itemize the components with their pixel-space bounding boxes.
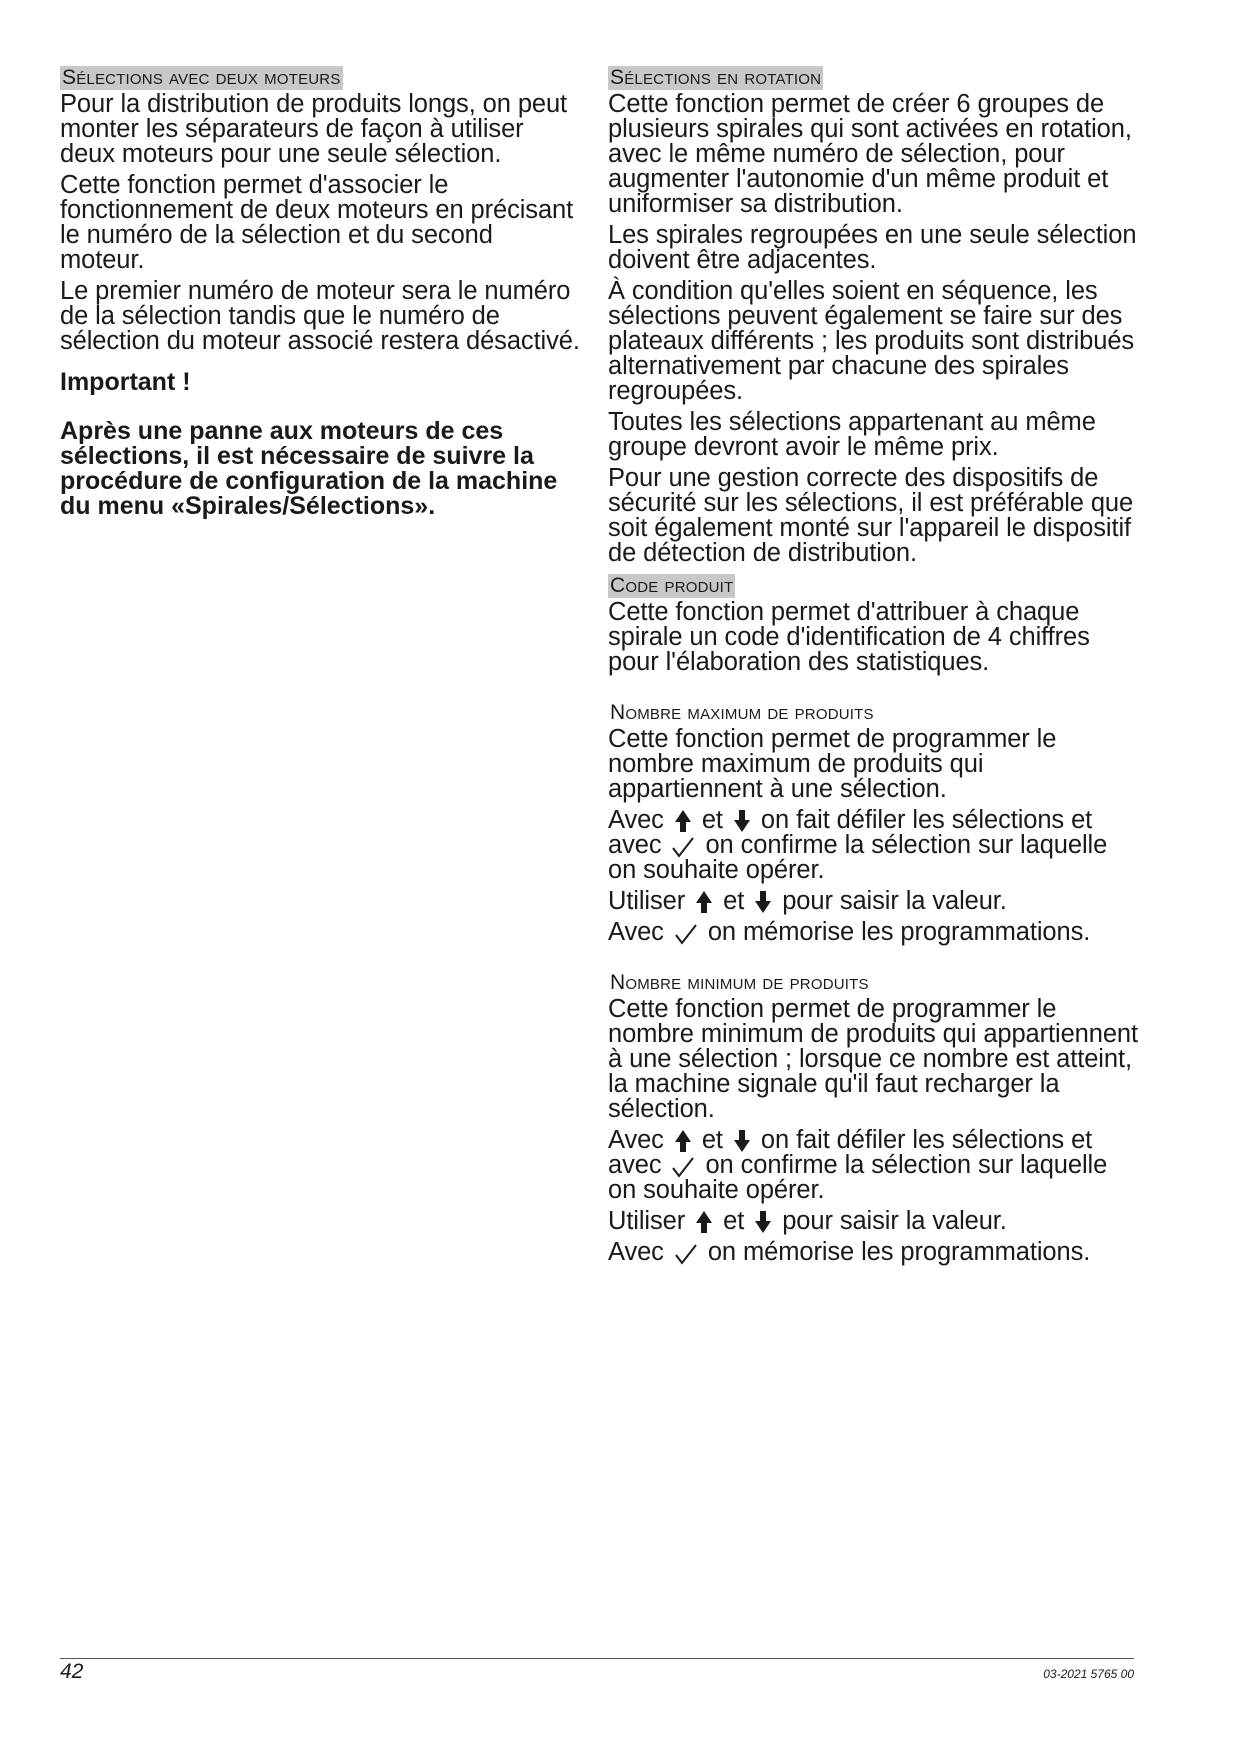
text-confirm: on confirme la sélection sur laquelle on souhaite opérer.	[608, 831, 1108, 884]
warning-text: Après une panne aux moteurs de ces sélections, il est nécessaire de suivre la procédure de configuration de la machine du menu «Spirales/Sélections».	[60, 417, 558, 520]
text-confirm: on confirme la sélection sur laquelle on souhaite opérer.	[608, 1151, 1108, 1204]
section-heading: Sélections avec deux moteurs	[62, 66, 341, 89]
text-avec: Avec	[608, 806, 664, 834]
set-value-instruction	[608, 889, 1138, 914]
text-rest: pour saisir la valeur.	[782, 1207, 1007, 1235]
arrow-up-icon	[674, 1129, 692, 1153]
text-et: et	[723, 887, 745, 915]
important-label: Important !	[60, 368, 191, 396]
set-value-instruction	[608, 1209, 1138, 1234]
section-min-products	[608, 953, 1138, 1265]
text-utiliser: Utiliser	[608, 1207, 686, 1235]
document-code: 03-2021 5765 00	[1043, 1667, 1134, 1681]
check-icon	[671, 836, 695, 858]
text-scroll: on fait défiler les sélections et avec	[608, 806, 1093, 859]
text-avec: Avec	[608, 918, 664, 946]
paragraph: Cette fonction permet d'attribuer à chaque spirale un code d'identification de 4 chiffres pour l'élaboration des statistiques.	[608, 598, 1090, 676]
text-utiliser: Utiliser	[608, 887, 686, 915]
arrow-up-icon	[674, 809, 692, 833]
text-et: et	[723, 1207, 745, 1235]
arrow-down-icon	[754, 890, 772, 914]
paragraph: Cette fonction permet de programmer le nombre maximum de produits qui appartiennent à une sélection.	[608, 725, 1057, 803]
check-icon	[671, 1156, 695, 1178]
section-heading: Nombre maximum de produits	[610, 701, 874, 724]
check-icon	[674, 1243, 698, 1265]
paragraph: Pour la distribution de produits longs, on peut monter les séparateurs de façon à utiliser deux moteurs pour une seule sélection.	[60, 90, 568, 168]
section-heading: Nombre minimum de produits	[610, 971, 869, 994]
text-scroll: on fait défiler les sélections et avec	[608, 1126, 1093, 1179]
section-rotation	[608, 66, 1138, 566]
arrow-up-icon	[695, 1210, 713, 1234]
save-instruction	[608, 1240, 1138, 1265]
text-rest: on mémorise les programmations.	[707, 1238, 1091, 1266]
arrow-down-icon	[733, 809, 751, 833]
paragraph: Pour une gestion correcte des dispositifs de sécurité sur les sélections, il est préférable que soit également monté sur l'appareil le dispositif de détection de distribution.	[608, 464, 1134, 567]
paragraph: Les spirales regroupées en une seule sélection doivent être adjacentes.	[608, 221, 1137, 274]
section-code-produit	[608, 574, 1138, 675]
text-rest: on mémorise les programmations.	[707, 918, 1091, 946]
arrow-down-icon	[733, 1129, 751, 1153]
left-column	[60, 66, 580, 519]
paragraph: À condition qu'elles soient en séquence, les sélections peuvent également se faire sur des plateaux différents ; les produits sont distribués alternativement par chacune des spirales regroupées.	[608, 277, 1135, 405]
right-column	[608, 66, 1138, 1271]
section-max-products	[608, 683, 1138, 945]
paragraph: Le premier numéro de moteur sera le numéro de la sélection tandis que le numéro de sélection du moteur associé restera désactivé.	[60, 277, 580, 355]
paragraph: Cette fonction permet de créer 6 groupes de plusieurs spirales qui sont activées en rotation, avec le même numéro de sélection, pour augmenter l'autonomie d'un même produit et uniformiser sa distribution.	[608, 90, 1132, 218]
text-rest: pour saisir la valeur.	[782, 887, 1007, 915]
arrow-down-icon	[754, 1210, 772, 1234]
paragraph: Cette fonction permet de programmer le nombre minimum de produits qui appartiennent à une sélection ; lorsque ce nombre est atteint, la machine signale qu'il faut recharger la sélection.	[608, 995, 1138, 1123]
text-et: et	[701, 1126, 723, 1154]
check-icon	[674, 923, 698, 945]
section-heading: Code produit	[610, 574, 734, 597]
arrow-up-icon	[695, 890, 713, 914]
text-avec: Avec	[608, 1238, 664, 1266]
text-et: et	[701, 806, 723, 834]
paragraph: Toutes les sélections appartenant au même groupe devront avoir le même prix.	[608, 408, 1096, 461]
save-instruction	[608, 920, 1138, 945]
page-number: 42	[60, 1660, 84, 1683]
navigation-instruction	[608, 1128, 1138, 1203]
footer-divider	[60, 1658, 1134, 1659]
section-heading: Sélections en rotation	[610, 66, 822, 89]
paragraph: Cette fonction permet d'associer le fonctionnement de deux moteurs en précisant le numéro de la sélection et du second moteur.	[60, 171, 574, 274]
text-avec: Avec	[608, 1126, 664, 1154]
navigation-instruction	[608, 808, 1138, 883]
